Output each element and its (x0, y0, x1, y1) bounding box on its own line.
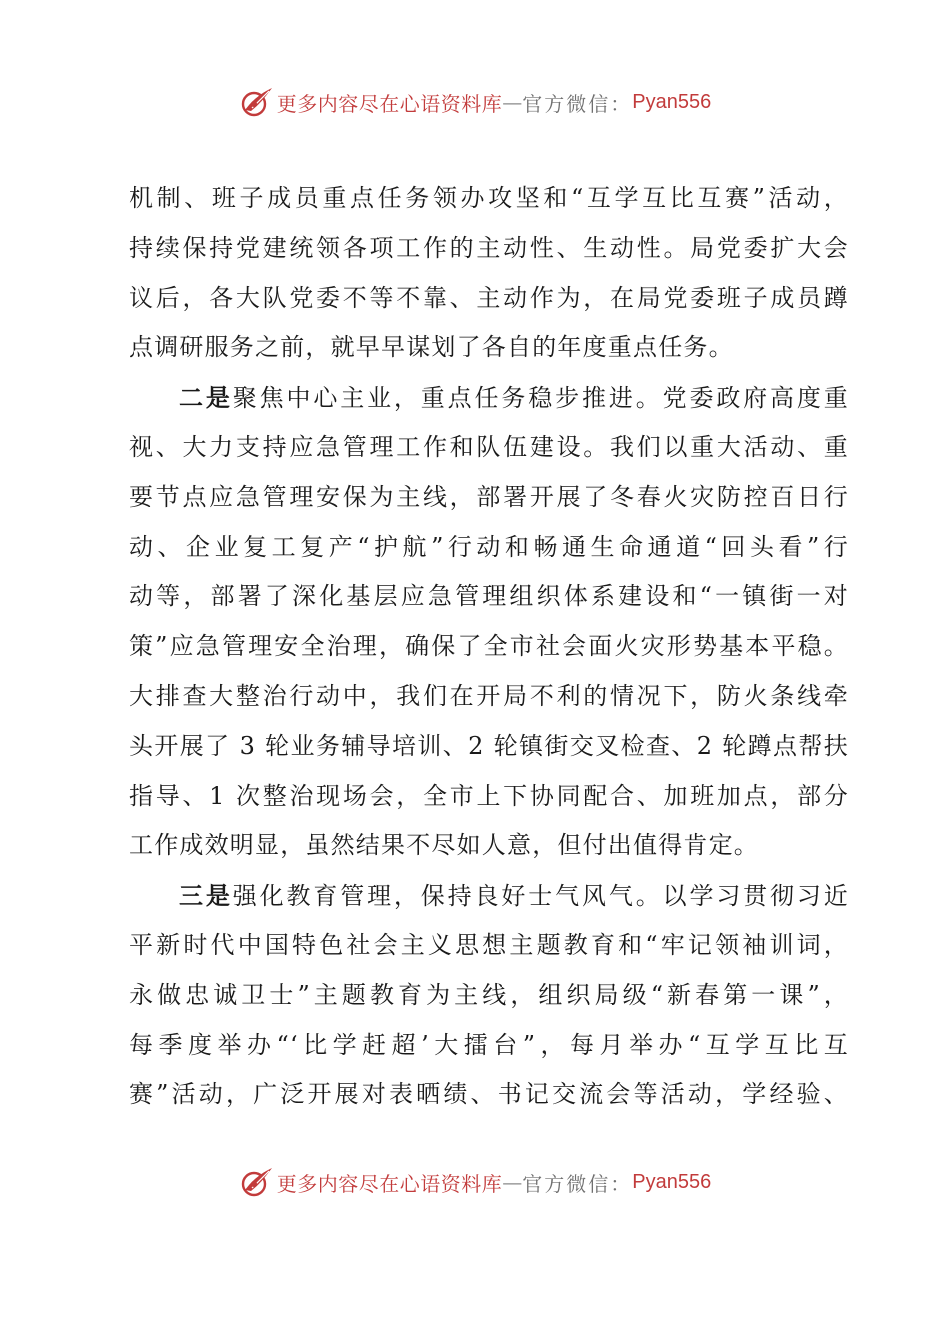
body-line: 大排查大整治行动中，我们在开局不利的情况下，防火条线牵 (129, 681, 849, 710)
body-line: 动等，部署了深化基层应急管理组织体系建设和“一镇街一对 (129, 582, 849, 611)
body-line: 指导、1 次整治现场会，全市上下协同配合、加班加点，部分 (129, 781, 849, 810)
footer-wechat-id: Pyan556 (632, 1170, 712, 1193)
header-brand: 更多内容尽在心语资料库 (276, 91, 503, 116)
body-line: 点调研服务之前，就早早谋划了各自的年度重点任务。 (129, 333, 734, 362)
header-label: 官方微信： (522, 91, 633, 116)
quill-logo-icon (239, 1164, 275, 1200)
header-wechat-id: Pyan556 (632, 90, 712, 113)
body-line: 平新时代中国特色社会主义思想主题教育和“牢记领袖训词， (129, 930, 849, 959)
body-line: 机制、班子成员重点任务领办攻坚和“互学互比互赛”活动， (129, 184, 849, 212)
footer-label: 官方微信： (522, 1171, 633, 1196)
paragraph-3-lead: 三是 (179, 881, 233, 911)
footer-brand: 更多内容尽在心语资料库 (276, 1171, 503, 1196)
paragraph-2-lead: 二是 (179, 383, 233, 413)
body-line-paragraph-3-start (129, 871, 849, 921)
body-line: 永做忠诚卫士”主题教育为主线，组织局级“新春第一课”， (129, 980, 849, 1009)
paragraph-3-text: 强化教育管理，保持良好士气风气。以学习贯彻习近 (232, 882, 849, 911)
footer-banner (0, 1162, 950, 1202)
header-dash: — (502, 90, 523, 114)
body-line-paragraph-2-start (129, 373, 849, 423)
body-line: 赛”活动，广泛开展对表晒绩、书记交流会等活动，学经验、 (129, 1080, 849, 1109)
quill-logo-icon (239, 84, 275, 120)
document-body (129, 174, 849, 1120)
paragraph-2-text: 聚焦中心主业，重点任务稳步推进。党委政府高度重 (232, 384, 849, 413)
body-line: 议后，各大队党委不等不靠、主动作为，在局党委班子成员蹲 (129, 283, 849, 312)
body-line: 每季度举办“‘比学赶超’大擂台”，每月举办“互学互比互 (129, 1030, 849, 1059)
body-line: 持续保持党建统领各项工作的主动性、生动性。局党委扩大会 (129, 233, 849, 262)
header-banner (0, 82, 950, 122)
body-line: 视、大力支持应急管理工作和队伍建设。我们以重大活动、重 (129, 432, 849, 461)
body-line: 头开展了 3 轮业务辅导培训、2 轮镇街交叉检查、2 轮蹲点帮扶 (129, 731, 849, 760)
body-line: 要节点应急管理安保为主线，部署开展了冬春火灾防控百日行 (129, 482, 849, 511)
footer-dash: — (502, 1170, 523, 1194)
body-line: 策”应急管理安全治理，确保了全市社会面火灾形势基本平稳。 (129, 632, 849, 661)
body-line: 工作成效明显，虽然结果不尽如人意，但付出值得肯定。 (129, 831, 759, 860)
body-line: 动、企业复工复产“护航”行动和畅通生命通道“回头看”行 (129, 532, 849, 561)
